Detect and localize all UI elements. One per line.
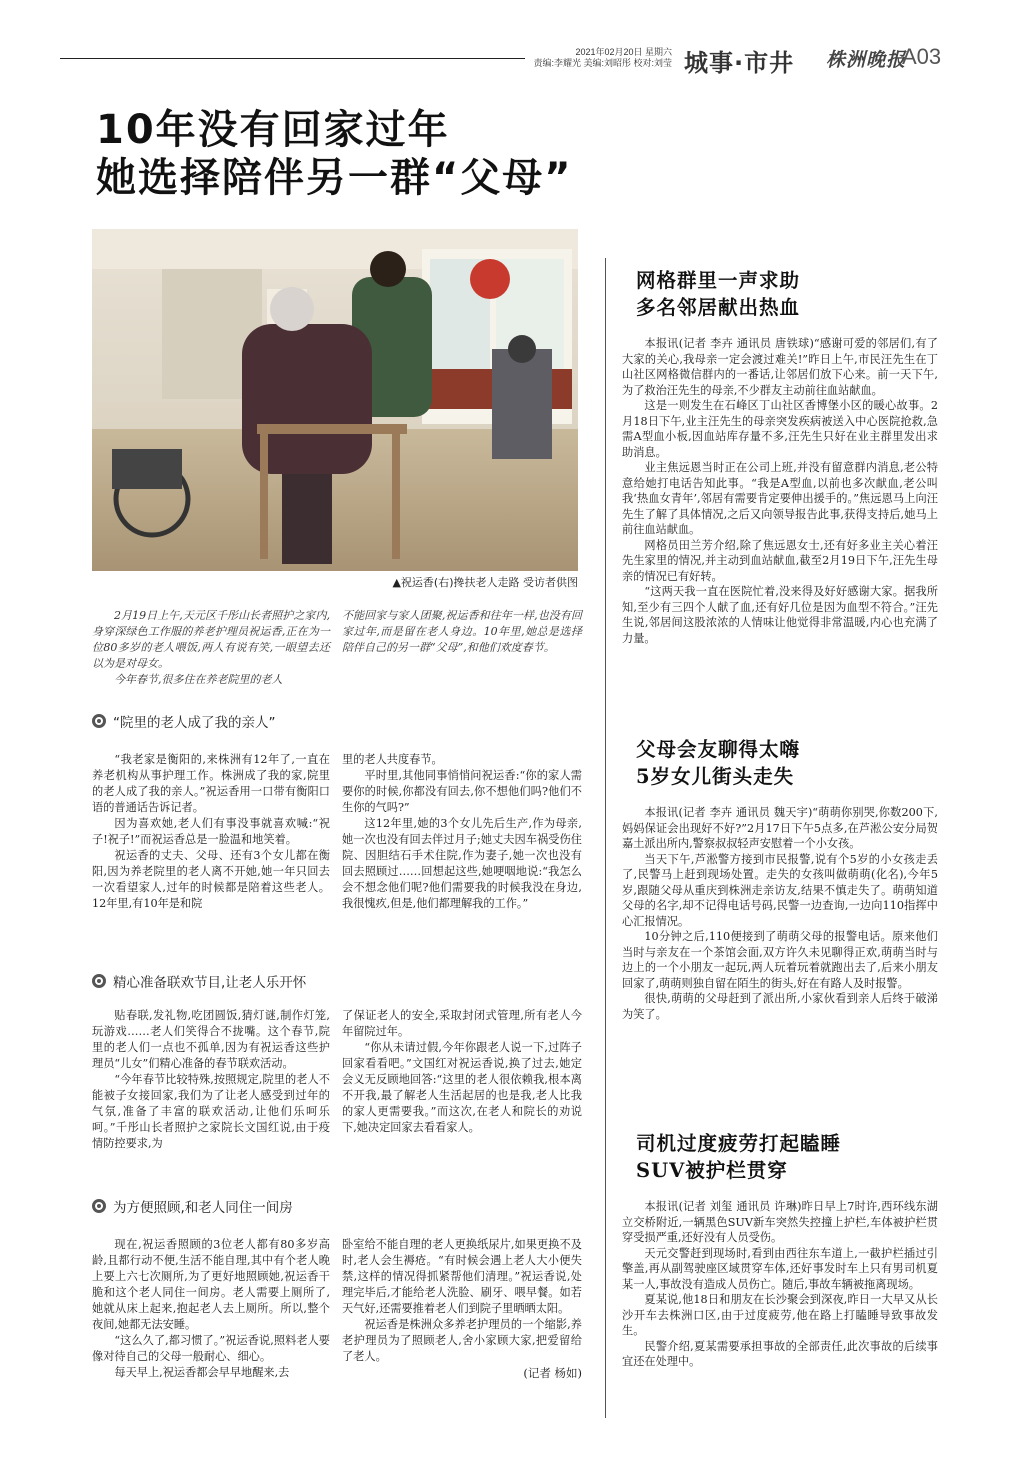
paragraph: 了保证老人的安全,采取封闭式管理,所有老人今年留院过年。 bbox=[342, 1009, 582, 1038]
paragraph: 10分钟之后,110便接到了萌萌父母的报警电话。原来他们当时与亲友在一个茶馆会面,双方许久未见聊得正欢,萌萌当时与边上的一个小朋友一起玩,两人玩着玩着就跑出去了,后来小朋友回家了,萌萌则独自留在陌生的街头,好在有路人及时报警。 bbox=[622, 930, 938, 990]
headline-line-2: 她选择陪伴另一群“父母” bbox=[96, 155, 573, 201]
paragraph: 这12年里,她的3个女儿先后生产,作为母亲,她一次也没有回去伴过月子;她丈夫因车祸受伤住院、因胆结石手术住院,作为妻子,她一次也没有回去照顾过……回想起这些,她哽咽地说:“我怎么会不想念他们呢?他们需要我的时候我没在身边,我很愧疚,但是,他们都理解我的工作。” bbox=[342, 817, 582, 910]
lead-paragraph: 今年春节,很多住在养老院里的老人 bbox=[114, 673, 283, 686]
paragraph: 民警介绍,夏某需要承担事故的全部责任,此次事故的后续事宜还在处理中。 bbox=[622, 1339, 938, 1368]
subhead-text: 精心准备联欢节目,让老人乐开怀 bbox=[113, 975, 307, 991]
side-headline-line-2: 5岁女儿街头走失 bbox=[636, 765, 795, 788]
side-headline-line-1: 网格群里一声求助 bbox=[636, 269, 801, 292]
paragraph: 祝运香的丈夫、父母、还有3个女儿都在衡阳,因为养老院里的老人离不开她,她一年只回去一次看望家人,过年的时候都是陪着这些老人。12年里,有10年是和院 bbox=[92, 849, 330, 910]
photo-illustration bbox=[92, 229, 578, 571]
paragraph: “今年春节比较特殊,按照规定,院里的老人不能被子女接回家,我们为了让老人感受到过年的气氛,准备了丰富的联欢活动,让他们乐呵乐呵。”千彤山长者照护之家院长文国红说,由于疫情防控要求,为 bbox=[92, 1073, 330, 1150]
section-2-col-2 bbox=[342, 1008, 582, 1136]
paragraph: 因为喜欢她,老人们有事没事就喜欢喊:“祝子!祝子!”而祝运香总是一脸温和地笑着。 bbox=[92, 817, 330, 846]
side-article-1-body bbox=[622, 336, 938, 646]
bullet-icon bbox=[92, 714, 106, 728]
subhead-text: 为方便照顾,和老人同住一间房 bbox=[113, 1200, 293, 1216]
paragraph: 平时里,其他同事悄悄问祝运香:“你的家人需要你的时候,你都没有回去,你不想他们吗?他们不生你的气吗?” bbox=[342, 769, 582, 814]
bullet-icon bbox=[92, 1199, 106, 1213]
side-headline-line-2: SUV被护栏贯穿 bbox=[636, 1159, 788, 1182]
subhead-1 bbox=[92, 711, 276, 731]
paragraph: “这两天我一直在医院忙着,没来得及好好感谢大家。据我所知,至少有三四个人献了血,还有好几位是因为血型不符合。”汪先生说,邻居间这股浓浓的人情味让他觉得非常温暖,内心也充满了力量。 bbox=[622, 585, 938, 645]
paragraph: 天元交警赶到现场时,看到由西往东车道上,一截护栏插过引擎盖,再从副驾驶座区域贯穿车体,还好事发时车上只有男司机夏某一人,事故没有造成人员伤亡。随后,事故车辆被拖离现场。 bbox=[622, 1246, 938, 1291]
paragraph: 当天下午,芦淞警方接到市民报警,说有个5岁的小女孩走丢了,民警马上赶到现场处置。走失的女孩叫做萌萌(化名),今年5岁,跟随父母从重庆到株洲走亲访友,结果不慎走失了。萌萌知道父母的名字,却不记得电话号码,民警一边查询,一边向110指挥中心汇报情况。 bbox=[622, 852, 938, 928]
paragraph: “这么久了,都习惯了。”祝运香说,照料老人要像对待自己的父母一般耐心、细心。 bbox=[92, 1334, 330, 1363]
editor-line: 责编:李耀光 美编:刘昭彤 校对:刘莹 bbox=[533, 58, 672, 68]
paragraph: “我老家是衡阳的,来株洲有12年了,一直在养老机构从事护理工作。株洲成了我的家,院里的老人成了我的亲人。”祝运香用一口带有衡阳口语的普通话告诉记者。 bbox=[92, 753, 330, 814]
paragraph: 每天早上,祝运香都会早早地醒来,去 bbox=[114, 1366, 290, 1379]
paragraph: 本报讯(记者 李卉 通讯员 魏天宇)“萌萌你别哭,你数200下,妈妈保证会出现好不好?”2月17日下午5点多,在芦淞公安分局贺嘉土派出所内,警察叔叔轻声安慰着一个小女孩。 bbox=[622, 806, 938, 850]
paragraph: “你从未请过假,今年你跟老人说一下,过阵子回家看看吧。”文国红对祝运香说,换了过去,她定会义无反顾地回答:“这里的老人很依赖我,根本离不开我,最了解老人生活起居的也是我,老人比我的家人更需要我。”而这次,在老人和院长的劝说下,她决定回家去看看家人。 bbox=[342, 1041, 582, 1134]
paragraph: 里的老人共度春节。 bbox=[342, 753, 443, 766]
paragraph: 业主焦远恩当时正在公司上班,并没有留意群内消息,老公特意给她打电话告知此事。“我是A型血,以前也多次献血,老公叫我‘热血女青年’,邻居有需要肯定要伸出援手的。”焦远恩马上向汪先生了解了具体情况,之后又向领导报告此事,获得支持后,她马上前往血站献血。 bbox=[622, 461, 938, 536]
side-article-3-body bbox=[622, 1199, 938, 1370]
side-article-2 bbox=[636, 736, 946, 790]
paragraph: 网格员田兰芳介绍,除了焦远恩女士,还有好多业主关心着汪先生家里的情况,并主动到血站献血,截至2月19日下午,汪先生母亲的情况已有好转。 bbox=[622, 538, 938, 583]
lead-col-1 bbox=[92, 608, 330, 688]
side-headline-line-1: 父母会友聊得太嗨 bbox=[636, 738, 801, 761]
side-article-3 bbox=[636, 1130, 946, 1184]
side-headline-line-1: 司机过度疲劳打起瞌睡 bbox=[636, 1132, 842, 1155]
section-1-col-1 bbox=[92, 752, 330, 912]
paragraph: 本报讯(记者 刘玺 通讯员 许琳)昨日早上7时许,西环线东湖立交桥附近,一辆黑色SUV新车突然失控撞上护栏,车体被护栏贯穿受损严重,还好没有人员受伤。 bbox=[622, 1200, 938, 1244]
column-divider bbox=[605, 258, 606, 1418]
paragraph: 现在,祝运香照顾的3位老人都有80多岁高龄,且都行动不便,生活不能自理,其中有个老人晚上要上六七次厕所,为了更好地照顾她,祝运香干脆和这个老人同住一间房。老人需要上厕所了,她就从床上起来,抱起老人去上厕所。所以,整个夜间,她都无法安睡。 bbox=[92, 1238, 330, 1331]
paragraph: 这是一则发生在石峰区丁山社区香博堡小区的暖心故事。2月18日下午,业主汪先生的母亲突发疾病被送入中心医院抢救,急需A型血小板,因血站库存量不多,汪先生只好在业主群里发出求助消息。 bbox=[622, 399, 938, 459]
section-1-col-2 bbox=[342, 752, 582, 912]
section-3-col-1 bbox=[92, 1237, 330, 1381]
side-article-2-body bbox=[622, 805, 938, 1022]
section-title: 城事·市井 bbox=[684, 49, 795, 77]
paragraph: 祝运香是株洲众多养老护理员的一个缩影,养老护理员为了照顾老人,舍小家顾大家,把爱留给了老人。 bbox=[342, 1318, 582, 1363]
photo-caption: ▲祝运香(右)搀扶老人走路 受访者供图 bbox=[392, 576, 578, 589]
masthead-meta bbox=[530, 47, 672, 69]
subhead-2 bbox=[92, 971, 306, 991]
section-3-col-2 bbox=[342, 1237, 582, 1381]
subhead-text: “院里的老人成了我的亲人” bbox=[113, 715, 276, 731]
section-2-col-1 bbox=[92, 1008, 330, 1152]
date-line: 2021年02月20日 星期六 bbox=[575, 47, 672, 57]
newspaper-logo: 株洲晚报 bbox=[826, 49, 907, 71]
paragraph: 很快,萌萌的父母赶到了派出所,小家伙看到亲人后终于破涕为笑了。 bbox=[622, 992, 938, 1021]
lead-paragraph: 2月19日上午,天元区千彤山长者照护之家内,身穿深绿色工作服的养老护理员祝运香,正在为一位80多岁的老人喂饭,两人有说有笑,一眼望去还以为是对母女。 bbox=[92, 609, 330, 670]
lead-col-2 bbox=[342, 608, 582, 656]
headline-line-1: 10年没有回家过年 bbox=[96, 107, 450, 153]
subhead-3 bbox=[92, 1196, 293, 1216]
page-number: A03 bbox=[902, 44, 942, 69]
lead-paragraph: 不能回家与家人团聚,祝运香和往年一样,也没有回家过年,而是留在老人身边。10年里,她总是选择陪伴自己的另一群“父母”,和他们欢度春节。 bbox=[342, 609, 582, 654]
news-photo bbox=[92, 229, 578, 571]
bullet-icon bbox=[92, 974, 106, 988]
masthead-rule bbox=[60, 58, 525, 59]
paragraph: 本报讯(记者 李卉 通讯员 唐铁球)“感谢可爱的邻居们,有了大家的关心,我母亲一定会渡过难关!”昨日上午,市民汪先生在丁山社区网格微信群内的一番话,让邻居们放下心来。前一天下午,为了救治汪先生的母亲,不少群友主动前往血站献血。 bbox=[622, 337, 938, 397]
side-headline-line-2: 多名邻居献出热血 bbox=[636, 296, 801, 319]
byline: (记者 杨如) bbox=[523, 1366, 582, 1380]
paragraph: 贴春联,发礼物,吃团圆饭,猜灯谜,制作灯笼,玩游戏……老人们笑得合不拢嘴。这个春节,院里的老人们一点也不孤单,因为有祝运香这些护理员“儿女”们精心准备的春节联欢活动。 bbox=[92, 1009, 330, 1070]
paragraph: 夏某说,他18日和朋友在长沙聚会到深夜,昨日一大早又从长沙开车去株洲口区,由于过度疲劳,他在路上打瞌睡导致事故发生。 bbox=[622, 1293, 938, 1337]
paragraph: 卧室给不能自理的老人更换纸尿片,如果更换不及时,老人会生褥疮。“有时候会遇上老人大小便失禁,这样的情况得抓紧帮他们清理。”祝运香说,处理完毕后,才能给老人洗脸、刷牙、喂早餐。如若天气好,还需要推着老人们到院子里晒晒太阳。 bbox=[342, 1238, 582, 1315]
side-article-1 bbox=[636, 267, 946, 321]
main-headline bbox=[96, 106, 616, 202]
